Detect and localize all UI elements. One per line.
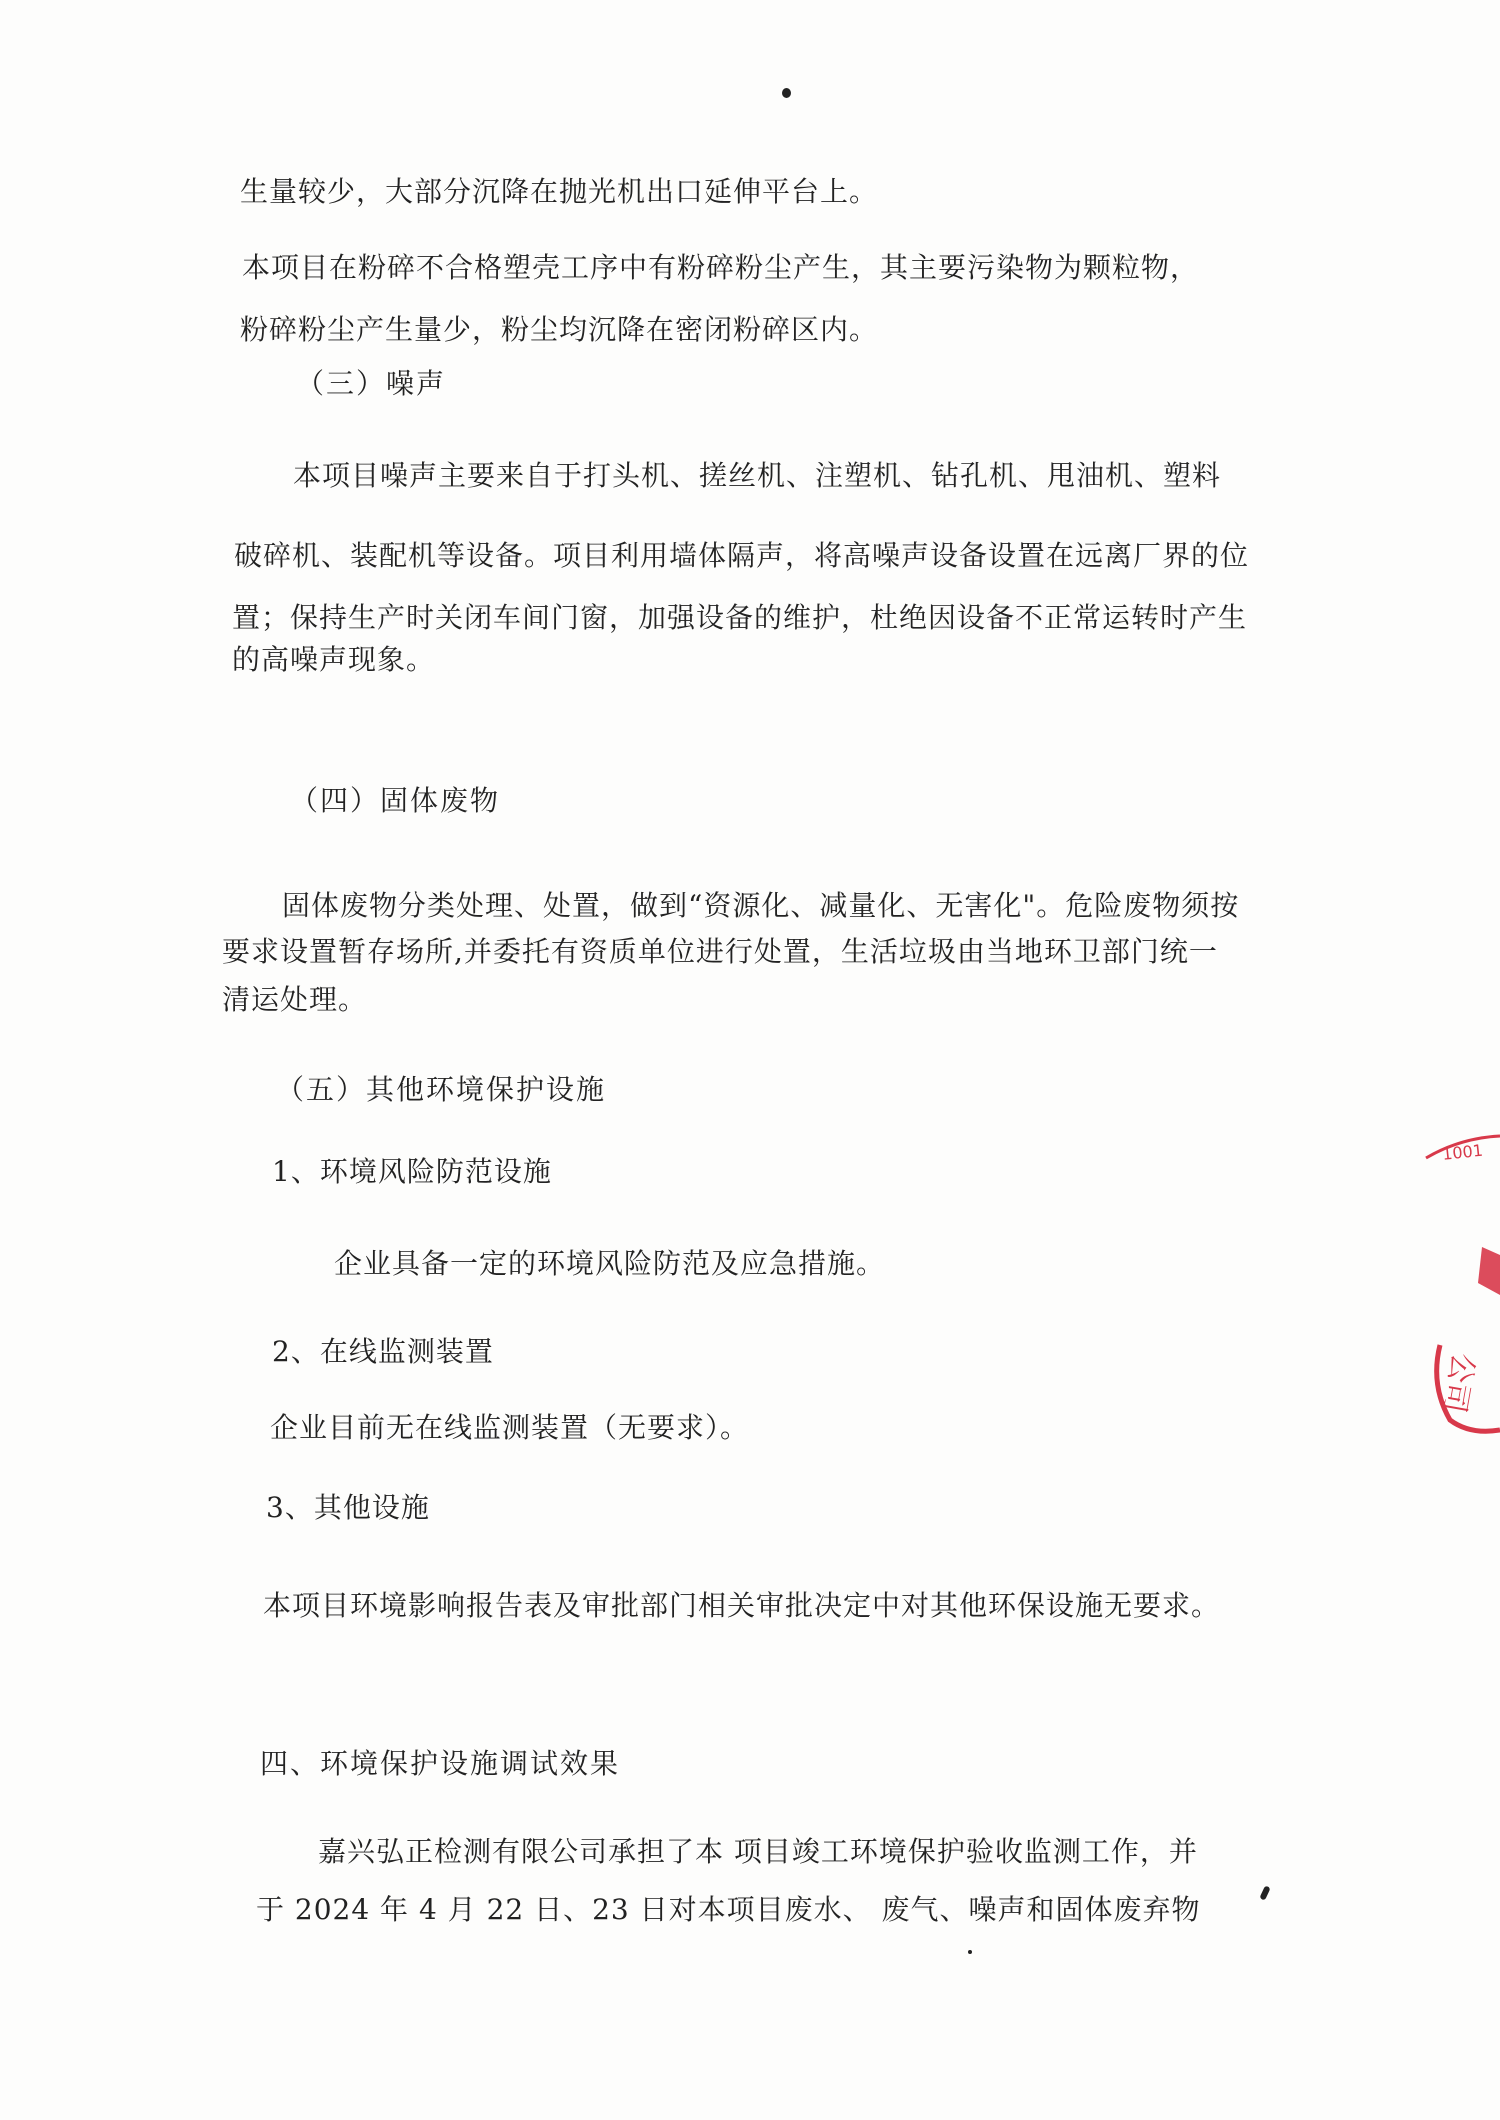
text-line: 企业具备一定的环境风险防范及应急措施。 (334, 1247, 886, 1280)
section-heading-debug-effect: 四、环境保护设施调试效果 (260, 1747, 621, 1780)
text-line: 于 2024 年 4 月 22 日、23 日对本项目废水、 废气、噪声和固体废弃物 (256, 1893, 1201, 1926)
subsection-heading: 2、在线监测装置 (272, 1335, 494, 1368)
text-line: 固体废物分类处理、处置，做到“资源化、减量化、无害化"。危险废物须按 (282, 889, 1240, 922)
text-line: 嘉兴弘正检测有限公司承担了本 项目竣工环境保护验收监测工作，并 (318, 1835, 1198, 1868)
subsection-heading: 3、其他设施 (266, 1491, 430, 1524)
text-line: 本项目在粉碎不合格塑壳工序中有粉碎粉尘产生，其主要污染物为颗粒物， (242, 251, 1200, 284)
text-line: 破碎机、装配机等设备。项目利用墙体隔声，将高噪声设备设置在远离厂界的位 (234, 539, 1250, 572)
text-line: 本项目环境影响报告表及审批部门相关审批决定中对其他环保设施无要求。 (263, 1589, 1221, 1622)
text-line: 本项目噪声主要来自于打头机、搓丝机、注塑机、钻孔机、甩油机、塑料 (293, 459, 1222, 492)
scan-speck (782, 88, 791, 98)
company-seal-fragment (1420, 1130, 1500, 1170)
text-line: 置；保持生产时关闭车间门窗，加强设备的维护，杜绝因设备不正常运转时产生 (232, 601, 1248, 634)
section-heading-other-facilities: （五）其他环境保护设施 (276, 1073, 607, 1106)
text-line: 的高噪声现象。 (232, 643, 436, 676)
svg-text:1001: 1001 (1441, 1140, 1484, 1164)
company-seal (1420, 1235, 1500, 1435)
section-heading-noise: （三）噪声 (296, 367, 447, 400)
text-line: 清运处理。 (222, 983, 368, 1016)
scan-speck (1259, 1885, 1270, 1900)
text-line: 粉碎粉尘产生量少，粉尘均沉降在密闭粉碎区内。 (240, 313, 879, 346)
svg-text:公司: 公司 (1435, 1350, 1481, 1416)
scan-speck (968, 1950, 972, 1954)
text-line: 生量较少，大部分沉降在抛光机出口延伸平台上。 (240, 175, 879, 208)
text-line: 企业目前无在线监测装置（无要求）。 (270, 1411, 750, 1444)
subsection-heading: 1、环境风险防范设施 (272, 1155, 552, 1188)
section-heading-solid-waste: （四）固体废物 (290, 784, 501, 817)
text-line: 要求设置暂存场所,并委托有资质单位进行处置，生活垃圾由当地环卫部门统一 (222, 935, 1218, 968)
